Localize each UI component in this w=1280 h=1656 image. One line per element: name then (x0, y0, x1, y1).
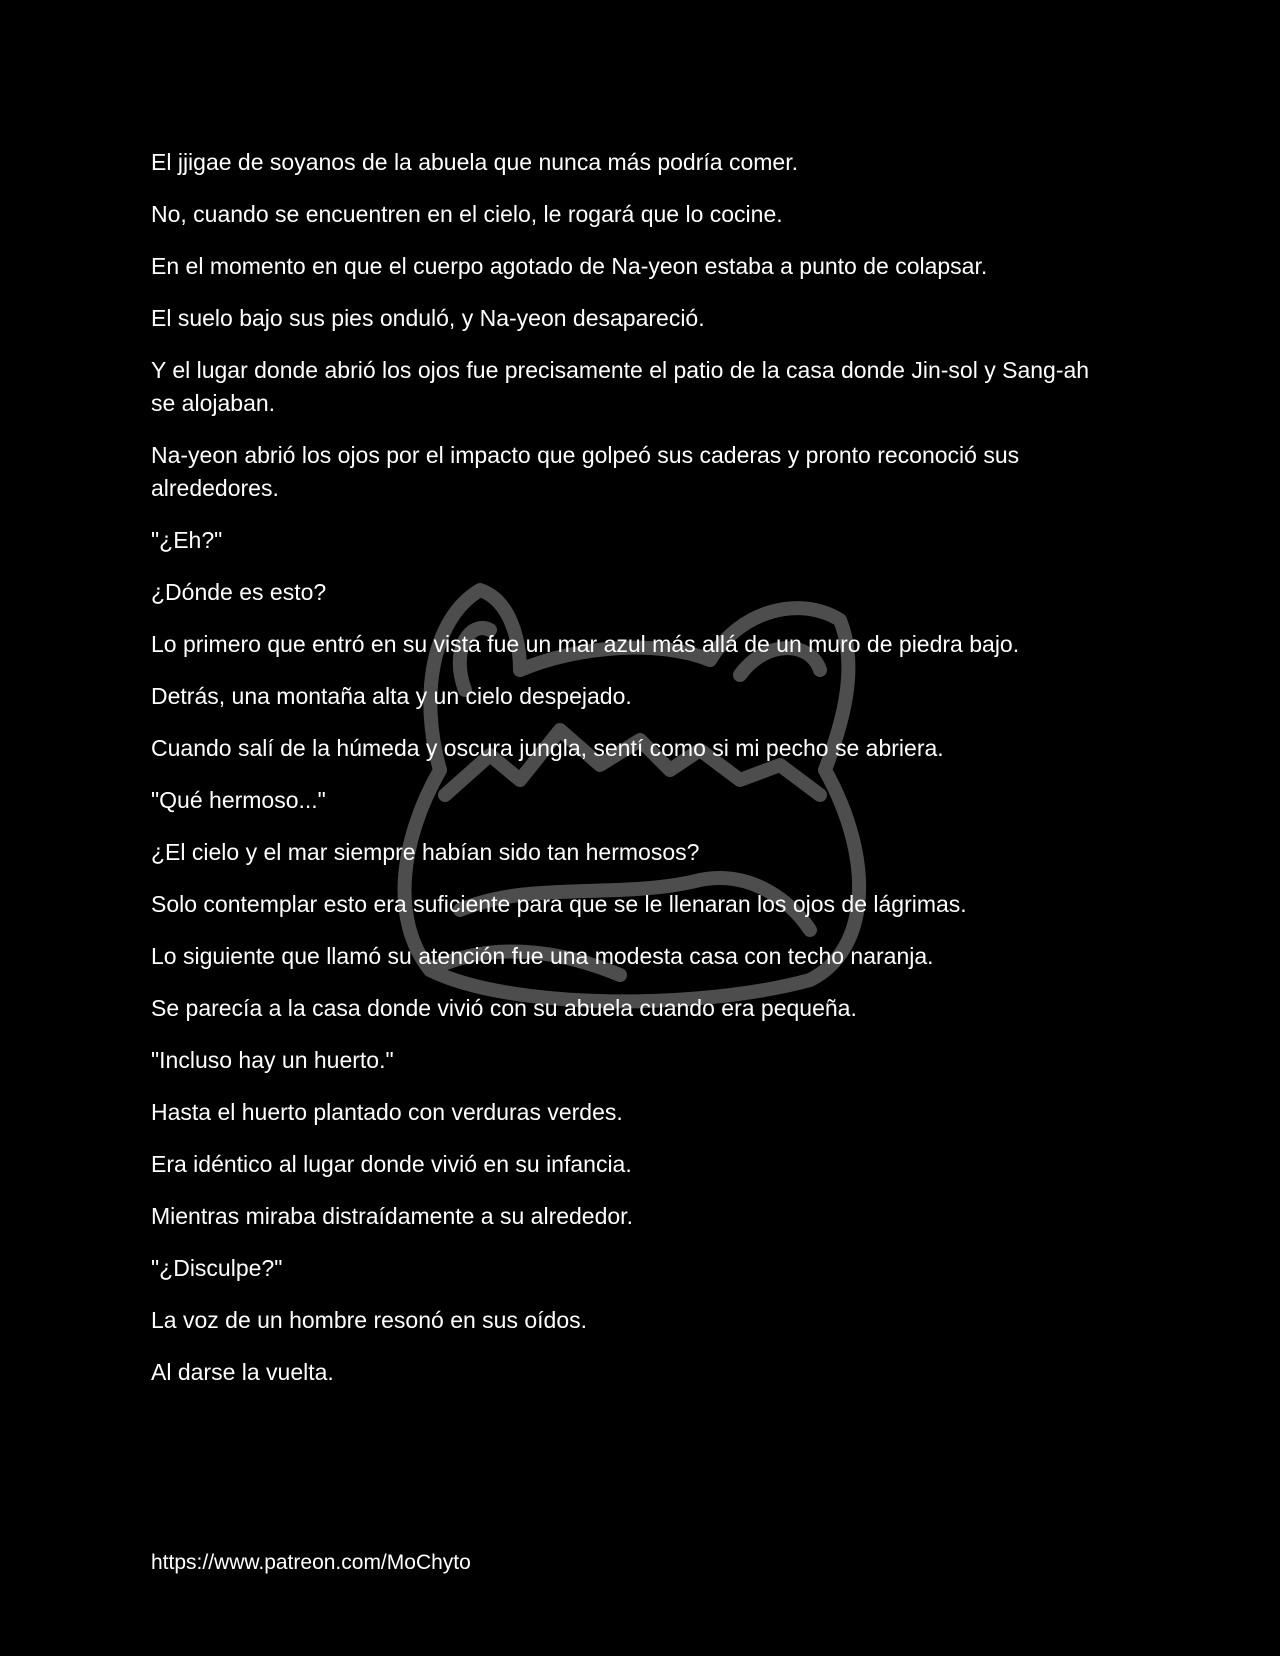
paragraph: El jjigae de soyanos de la abuela que nunca más podría comer. (151, 149, 798, 175)
paragraph: No, cuando se encuentren en el cielo, le rogará que lo cocine. (151, 201, 783, 227)
paragraph: Lo siguiente que llamó su atención fue una modesta casa con techo naranja. (151, 943, 934, 969)
paragraph: Lo primero que entró en su vista fue un mar azul más allá de un muro de piedra bajo. (151, 631, 1020, 657)
paragraph: Solo contemplar esto era suficiente para que se le llenaran los ojos de lágrimas. (151, 891, 967, 917)
paragraph: Al darse la vuelta. (151, 1359, 334, 1385)
paragraph: En el momento en que el cuerpo agotado de Na-yeon estaba a punto de colapsar. (151, 253, 988, 279)
paragraph: "¿Disculpe?" (151, 1255, 283, 1281)
paragraph: Mientras miraba distraídamente a su alrededor. (151, 1203, 633, 1229)
paragraph: Y el lugar donde abrió los ojos fue precisamente el patio de la casa donde Jin-sol y Sang-ah se alojaban. (151, 357, 1090, 416)
paragraph: Detrás, una montaña alta y un cielo despejado. (151, 683, 632, 709)
paragraph: ¿Dónde es esto? (151, 579, 327, 605)
paragraph: Cuando salí de la húmeda y oscura jungla, sentí como si mi pecho se abriera. (151, 735, 944, 761)
paragraph: ¿El cielo y el mar siempre habían sido tan hermosos? (151, 839, 700, 865)
patreon-link[interactable]: https://www.patreon.com/MoChyto (151, 1551, 471, 1574)
paragraph: Era idéntico al lugar donde vivió en su infancia. (151, 1151, 632, 1177)
paragraph: Hasta el huerto plantado con verduras verdes. (151, 1099, 623, 1125)
paragraph: Se parecía a la casa donde vivió con su abuela cuando era pequeña. (151, 995, 857, 1021)
paragraph: "Qué hermoso..." (151, 787, 326, 813)
paragraph: "¿Eh?" (151, 527, 223, 553)
paragraph: La voz de un hombre resonó en sus oídos. (151, 1307, 588, 1333)
paragraph: "Incluso hay un huerto." (151, 1047, 394, 1073)
paragraph: El suelo bajo sus pies onduló, y Na-yeon desapareció. (151, 305, 705, 331)
story-text (151, 146, 1111, 1408)
paragraph: Na-yeon abrió los ojos por el impacto que golpeó sus caderas y pronto reconoció sus alrededores. (151, 442, 1020, 501)
